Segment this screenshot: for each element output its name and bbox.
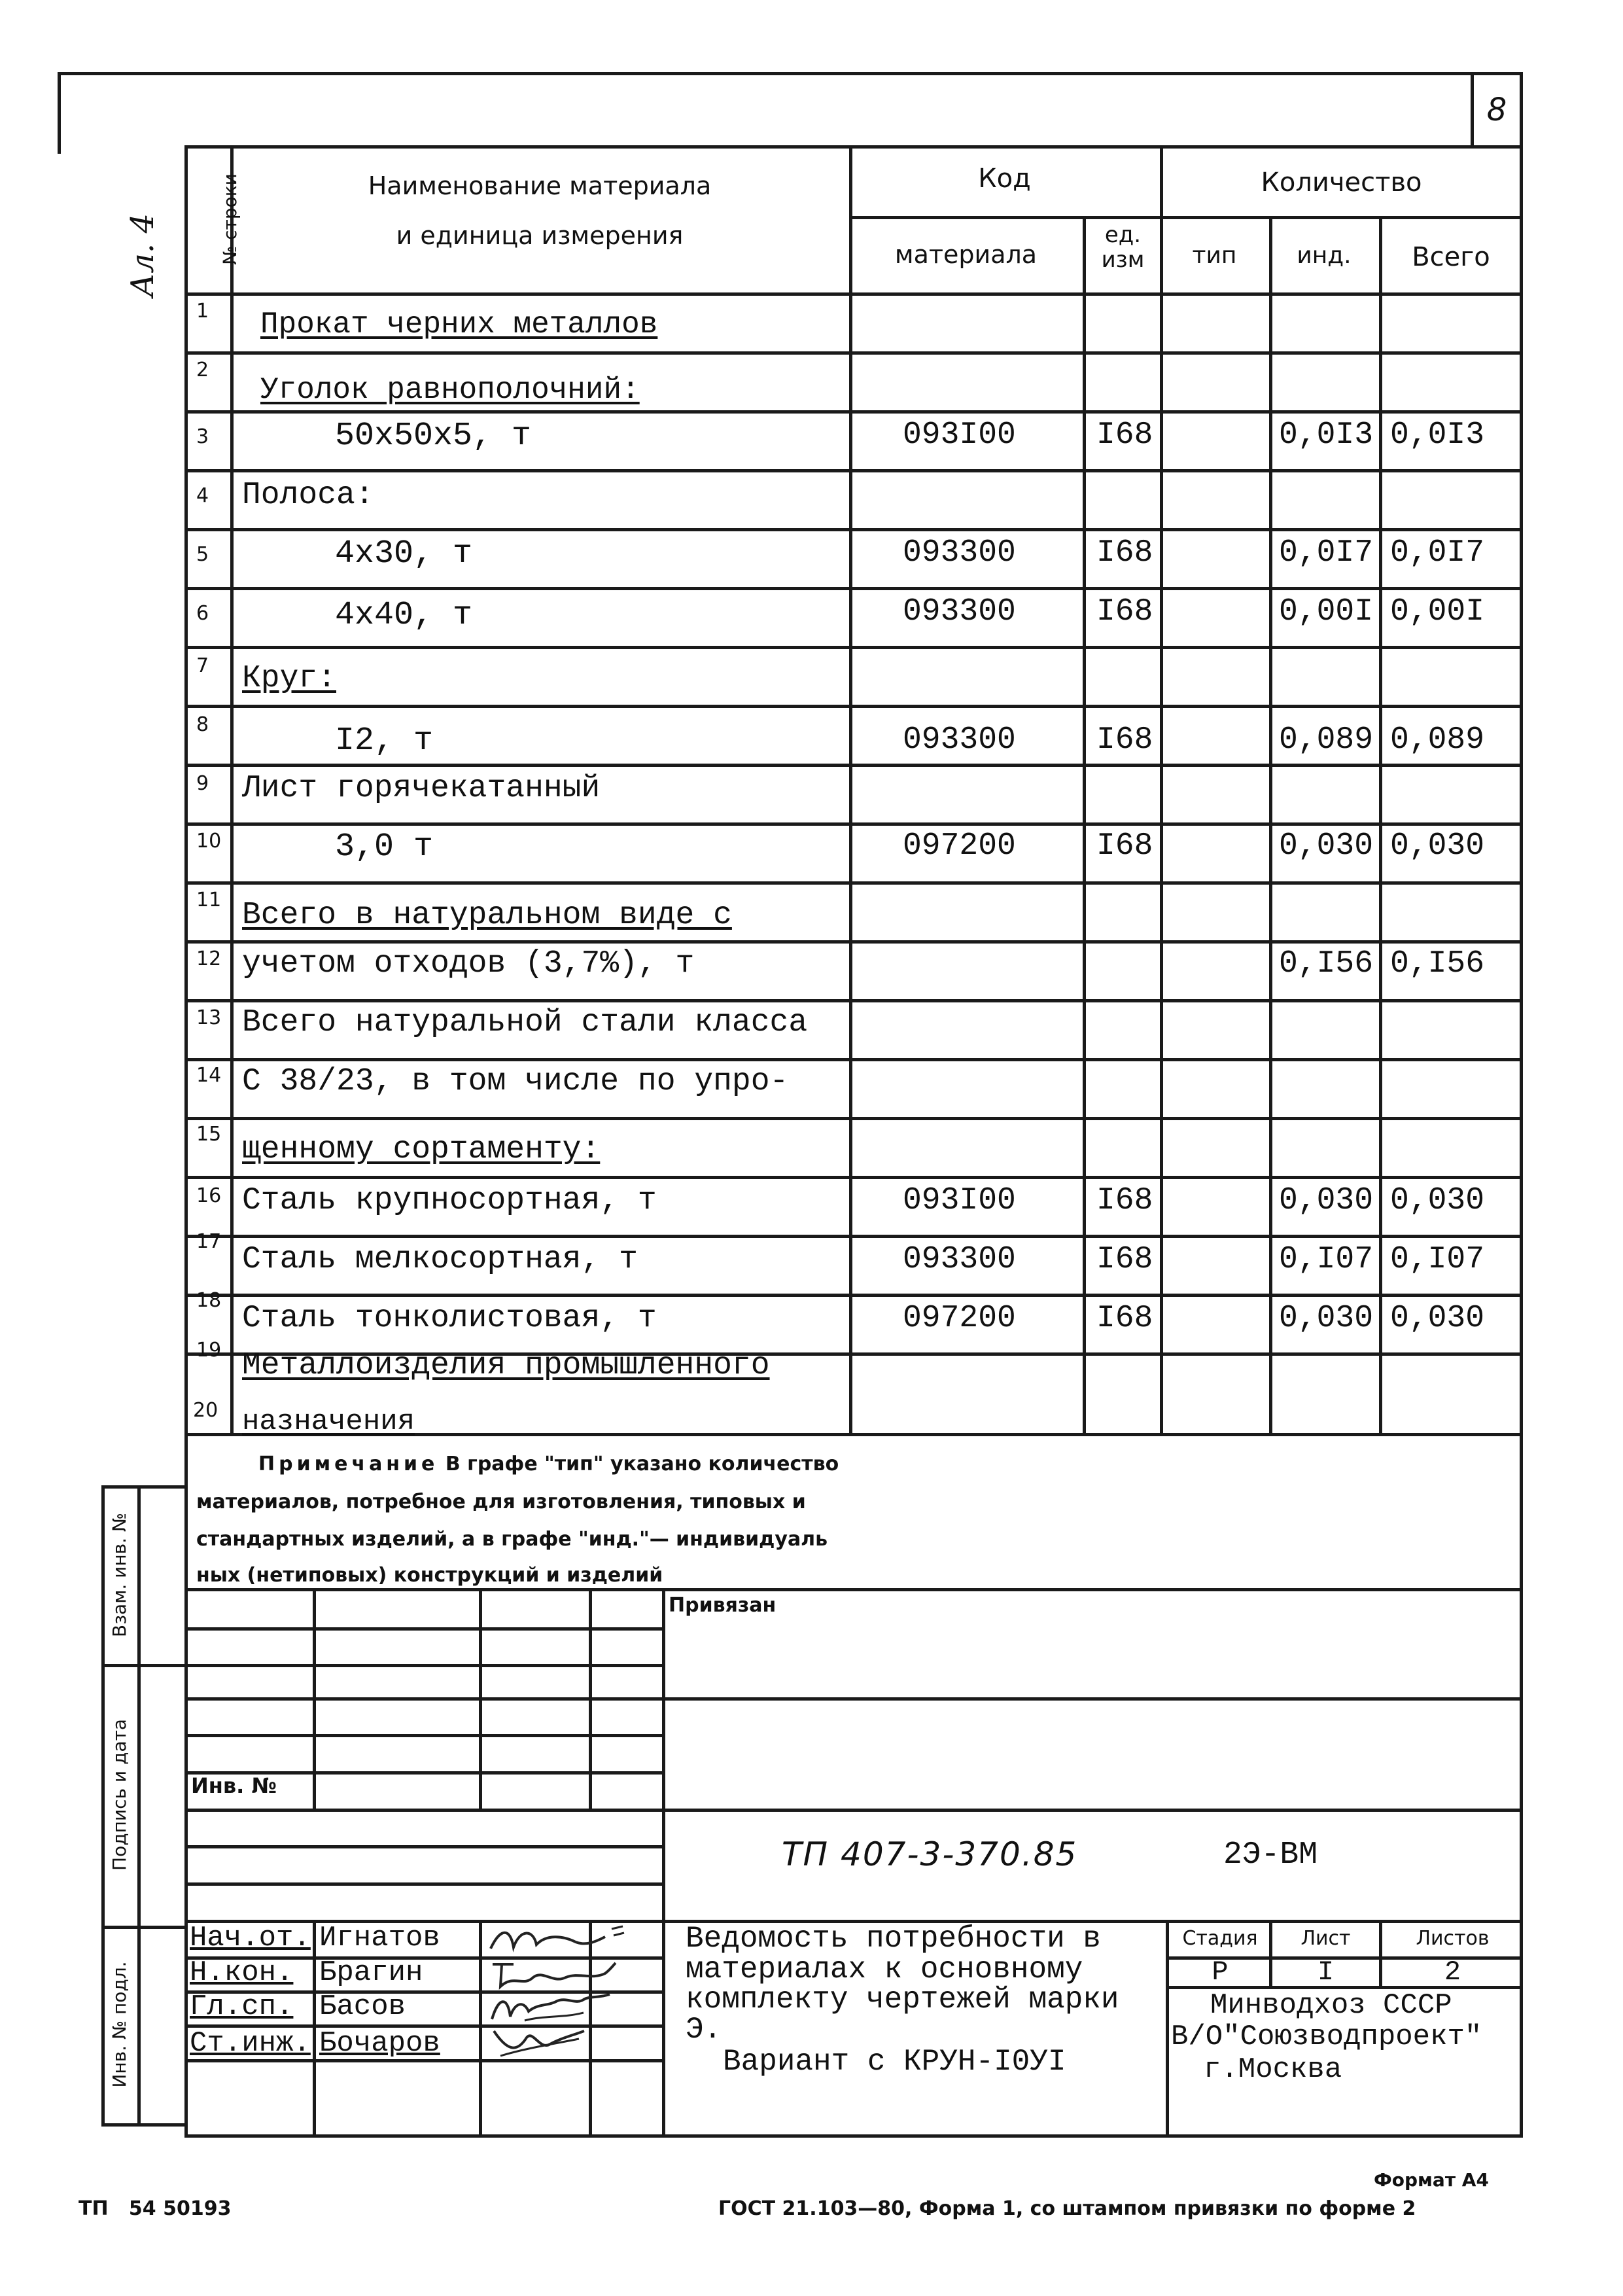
- signer-name: Игнатов: [319, 1922, 440, 1954]
- signer-name: Бочаров: [319, 2027, 440, 2060]
- row-total: 0,030: [1390, 1183, 1485, 1218]
- row-number: 15: [196, 1123, 222, 1146]
- row-unit: I68: [1096, 594, 1153, 629]
- signer-role: Нач.от.: [190, 1922, 311, 1954]
- row-total: 0,030: [1390, 1301, 1485, 1336]
- row-ind: 0,I56: [1279, 946, 1374, 981]
- row-name: Сталь крупносортная, т: [242, 1183, 657, 1218]
- signature-3: [485, 1990, 616, 2024]
- row-name: учетом отходов (3,7%), т: [242, 946, 695, 981]
- row-number: 7: [196, 654, 209, 677]
- row-number: 17: [196, 1230, 222, 1253]
- row-number: 4: [196, 484, 209, 507]
- row-name: Всего натуральной стали класса: [242, 1005, 808, 1040]
- row-number: 3: [196, 425, 209, 448]
- row-unit: I68: [1096, 1183, 1153, 1218]
- title-line3: комплекту чертежей марки: [686, 1983, 1119, 2017]
- row-name: Круг:: [242, 661, 337, 696]
- row-number: 9: [196, 772, 209, 795]
- row-name: Сталь мелкосортная, т: [242, 1242, 638, 1277]
- signature-1: [484, 1922, 628, 1956]
- row-code: 093300: [903, 1242, 1016, 1277]
- row-number: 18: [196, 1289, 222, 1312]
- row-total: 0,030: [1390, 828, 1485, 864]
- row-unit: I68: [1096, 722, 1153, 758]
- row-total: 0,0I3: [1390, 417, 1485, 453]
- row-number: 1: [196, 300, 209, 323]
- row-total: 0,I56: [1390, 946, 1485, 981]
- signer-name: Басов: [319, 1990, 406, 2023]
- signature-4: [487, 2024, 592, 2061]
- row-number: 10: [196, 830, 222, 853]
- margin-note: Ал. 4: [124, 213, 161, 297]
- header-qty-ind: инд.: [1297, 242, 1352, 269]
- org-line3: г.Москва: [1204, 2053, 1342, 2086]
- row-number: 2: [196, 359, 209, 381]
- note-lead: Примечание: [258, 1453, 439, 1475]
- note-line3: стандартных изделий, а в графе "инд."— индивидуаль: [196, 1528, 828, 1551]
- side-label-inv-podl: Инв. № подл.: [109, 1961, 130, 2088]
- stamp-inv-no: Инв. №: [191, 1773, 277, 1798]
- row-code: 093300: [903, 722, 1016, 758]
- stage-value: Р: [1212, 1956, 1229, 1988]
- row-ind: 0,00I: [1279, 594, 1374, 629]
- row-number: 6: [196, 602, 209, 625]
- row-name: Лист горячекатанный: [242, 771, 601, 806]
- note-line4: ных (нетиповых) конструкций и изделий: [196, 1564, 663, 1587]
- row-name: Сталь тонколистовая, т: [242, 1301, 657, 1336]
- row-number: 20: [193, 1399, 218, 1422]
- footer-left: ТП 54 50193: [79, 2197, 232, 2220]
- row-ind: 0,0I3: [1279, 417, 1374, 453]
- row-ind: 0,089: [1279, 722, 1374, 758]
- row-code: 097200: [903, 828, 1016, 864]
- signer-role: Гл.сп.: [190, 1990, 294, 2023]
- row-ind: 0,030: [1279, 1301, 1374, 1336]
- header-code: Код: [978, 164, 1031, 194]
- row-code: 093I00: [903, 417, 1016, 453]
- footer-right: ГОСТ 21.103—80, Форма 1, со штампом привязки по форме 2: [718, 2197, 1416, 2220]
- note-line2: материалов, потребное для изготовления, типовых и: [196, 1491, 806, 1513]
- row-name: Уголок равнополочний:: [260, 373, 640, 407]
- row-ind: 0,I07: [1279, 1242, 1374, 1277]
- row-code: 093300: [903, 535, 1016, 571]
- row-number: 12: [196, 947, 222, 970]
- row-code: 093I00: [903, 1183, 1016, 1218]
- signer-role: Н.кон.: [190, 1956, 294, 1989]
- page-number: 8: [1486, 92, 1507, 128]
- row-name: 4х40, т: [335, 597, 473, 634]
- row-name: Полоса:: [242, 478, 374, 513]
- header-code-material: материала: [894, 240, 1038, 269]
- row-unit: I68: [1096, 417, 1153, 453]
- row-name: назначения: [242, 1405, 415, 1438]
- header-name-line2: и единица измерения: [396, 221, 684, 250]
- row-unit: I68: [1096, 1301, 1153, 1336]
- row-total: 0,0I7: [1390, 535, 1485, 571]
- row-ind: 0,030: [1279, 828, 1374, 864]
- signer-role: Ст.инж.: [190, 2027, 311, 2060]
- row-name: Прокат черних металлов: [260, 308, 658, 342]
- side-label-vzam: Взам. инв. №: [109, 1512, 130, 1638]
- title-line2: материалах к основному: [686, 1952, 1083, 1987]
- header-name-line1: Наименование материала: [368, 171, 712, 200]
- row-name: С 38/23, в том числе по упро-: [242, 1064, 789, 1099]
- row-unit: I68: [1096, 828, 1153, 864]
- signature-2: [487, 1958, 618, 1992]
- stamp-privyazan: Привязан: [669, 1594, 777, 1617]
- header-qty-total: Всего: [1412, 242, 1490, 272]
- header-code-unit: ед. изм: [1101, 222, 1145, 273]
- row-number: 11: [196, 889, 222, 911]
- row-name: 4х30, т: [335, 535, 473, 573]
- row-name: 3,0 т: [335, 828, 434, 866]
- row-total: 0,089: [1390, 722, 1485, 758]
- doc-mark: 2Э-ВМ: [1223, 1837, 1318, 1873]
- row-number: 5: [196, 543, 209, 566]
- org-line1: Минводхоз СССР: [1210, 1989, 1452, 2022]
- org-line2: В/О"Союзводпроект": [1171, 2021, 1482, 2053]
- side-label-podpis: Подпись и дата: [109, 1719, 130, 1871]
- doc-code: ТП 407-3-370.85: [782, 1835, 1078, 1873]
- row-name: щенному сортаменту:: [242, 1132, 601, 1167]
- row-code: 097200: [903, 1301, 1016, 1336]
- row-total: 0,00I: [1390, 594, 1485, 629]
- header-qty-type: тип: [1192, 242, 1237, 269]
- note-line1: [258, 1453, 839, 1475]
- row-unit: I68: [1096, 535, 1153, 571]
- row-number: 19: [196, 1339, 222, 1362]
- row-name: Металлоизделия промышленного: [242, 1348, 770, 1383]
- stage-label: Стадия: [1182, 1927, 1258, 1950]
- row-ind: 0,0I7: [1279, 535, 1374, 571]
- row-name: I2, т: [335, 722, 434, 760]
- row-number: 13: [196, 1006, 222, 1029]
- row-unit: I68: [1096, 1242, 1153, 1277]
- row-number: 16: [196, 1184, 222, 1207]
- row-name: 50х50х5, т: [335, 417, 532, 455]
- footer-format: Формат А4: [1374, 2169, 1489, 2191]
- row-code: 093300: [903, 594, 1016, 629]
- sheets-label: Листов: [1416, 1927, 1490, 1950]
- row-ind: 0,030: [1279, 1183, 1374, 1218]
- row-number: 14: [196, 1064, 222, 1087]
- title-line4: Э.: [686, 2013, 722, 2047]
- row-number: 8: [196, 713, 209, 736]
- note-line1-text: В графе "тип" указано количество: [438, 1453, 839, 1475]
- header-row-number: № строки: [219, 173, 241, 265]
- signer-name: Брагин: [319, 1956, 423, 1989]
- sheet-label: Лист: [1300, 1927, 1351, 1950]
- row-name: Всего в натуральном виде с: [242, 898, 732, 933]
- sheets-value: 2: [1444, 1956, 1461, 1988]
- header-quantity: Количество: [1261, 168, 1422, 198]
- sheet-value: I: [1317, 1956, 1335, 1988]
- title-line1: Ведомость потребности в: [686, 1922, 1101, 1956]
- title-line5: Вариант с КРУН-I0УI: [723, 2045, 1066, 2079]
- row-total: 0,I07: [1390, 1242, 1485, 1277]
